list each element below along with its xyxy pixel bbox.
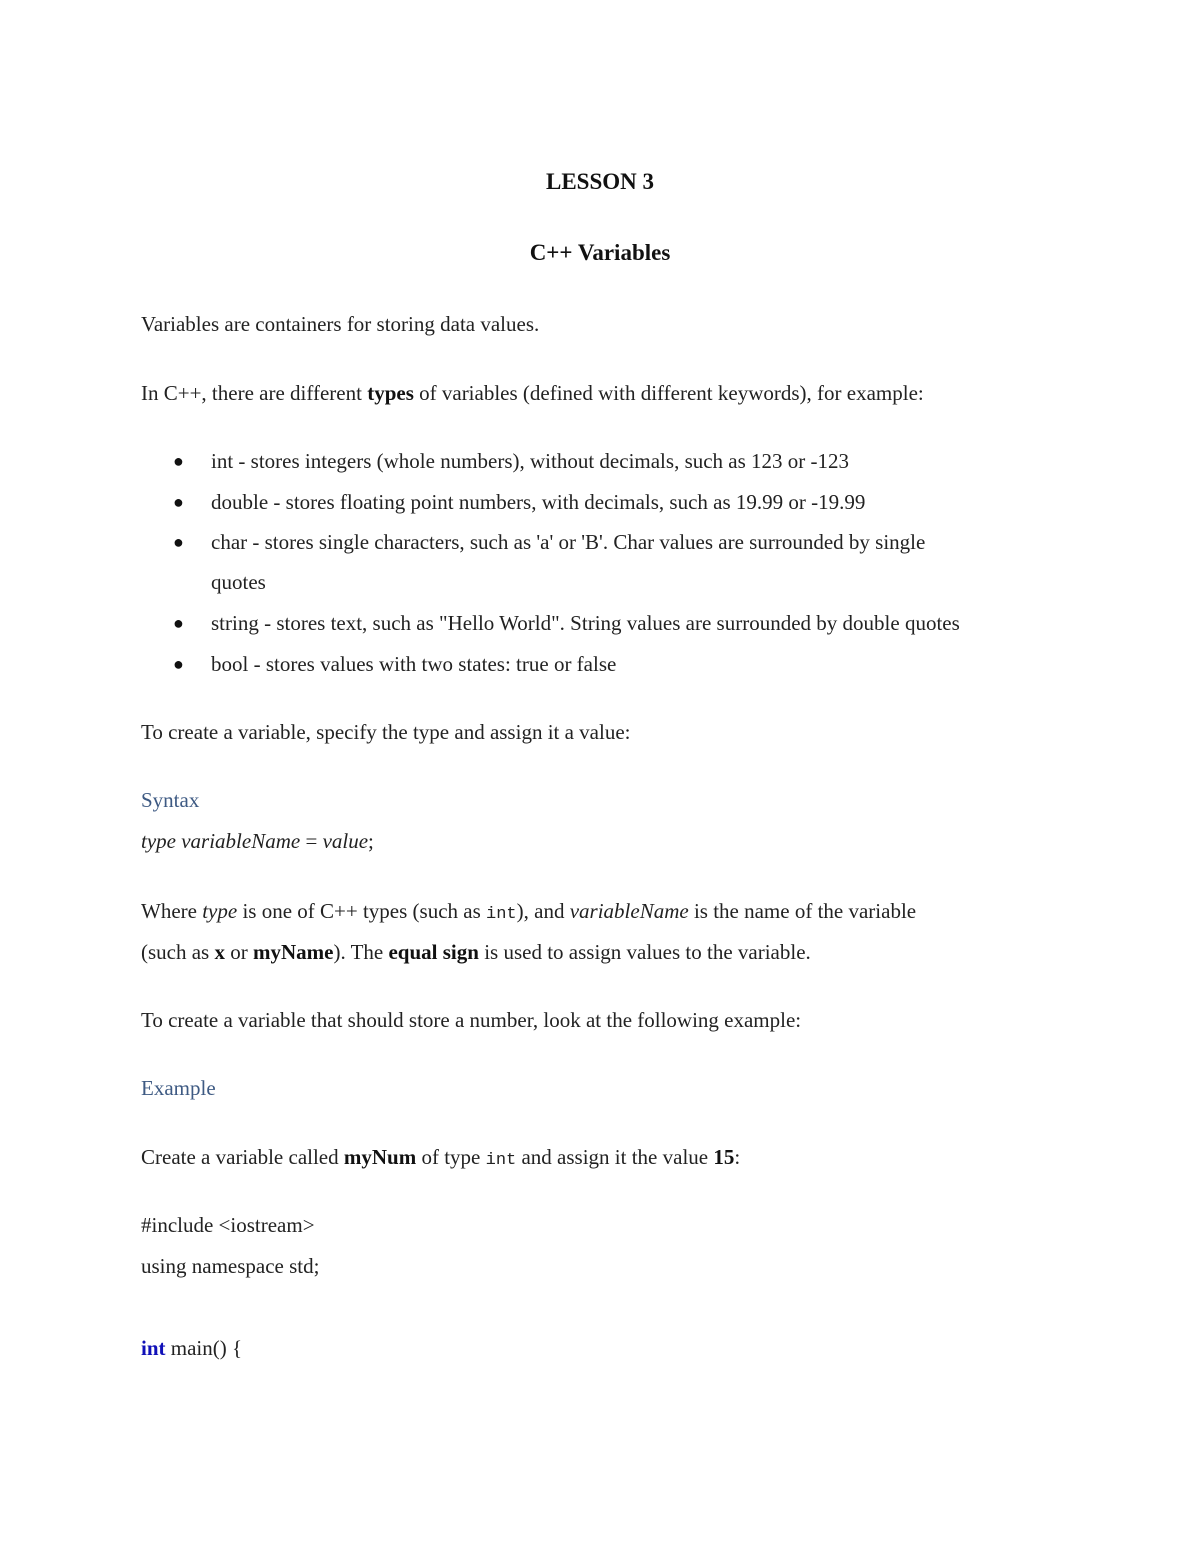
example-value: 15 [713, 1145, 735, 1169]
code-main-signature: main() { [165, 1336, 243, 1360]
where-text: or [224, 940, 253, 964]
where-text: (such as [141, 940, 215, 964]
where-text: is used to assign values to the variable. [478, 940, 811, 964]
list-item: int - stores integers (whole numbers), without decimals, such as 123 or -123 [211, 449, 850, 473]
where-x: x [214, 940, 225, 964]
where-paragraph-line1 [141, 898, 916, 928]
example-text: : [734, 1145, 741, 1169]
number-intro-paragraph: To create a variable that should store a number, look at the following example: [141, 1008, 802, 1032]
bullet-icon: ● [173, 654, 184, 674]
where-type: type [202, 899, 238, 923]
example-text: and assign it the value [516, 1145, 714, 1169]
syntax-heading: Syntax [141, 788, 200, 812]
syntax-type: type [141, 829, 176, 853]
types-intro-bold: types [367, 381, 414, 405]
lesson-title: LESSON 3 [545, 169, 654, 194]
types-intro-pre: In C++, there are different [141, 381, 368, 405]
where-myname: myName [252, 940, 334, 964]
code-int: int [486, 905, 517, 924]
example-text: Create a variable called [141, 1145, 344, 1169]
syntax-value: value [322, 829, 369, 853]
code-line-include: #include <iostream> [141, 1213, 315, 1237]
syntax-equals: = [300, 829, 323, 853]
where-text: is one of C++ types (such as [237, 899, 487, 923]
where-paragraph-line2 [141, 939, 811, 965]
where-text: ), and [516, 899, 570, 923]
example-text: of type [416, 1145, 486, 1169]
list-item: bool - stores values with two states: true or false [211, 652, 617, 676]
code-keyword-int: int [141, 1336, 166, 1360]
syntax-semicolon: ; [368, 829, 374, 853]
bullet-icon: ● [173, 451, 184, 471]
where-text: ). The [333, 940, 389, 964]
syntax-variable-name: variableName [181, 829, 301, 853]
syntax-line [141, 828, 374, 854]
lesson-subtitle: C++ Variables [529, 240, 671, 265]
code-line-namespace: using namespace std; [141, 1254, 320, 1278]
where-text: Where [141, 899, 203, 923]
example-heading: Example [141, 1076, 216, 1100]
list-item: char - stores single characters, such as 'a' or 'B'. Char values are surrounded by single [211, 530, 926, 554]
where-variable-name: variableName [569, 899, 689, 923]
list-item: double - stores floating point numbers, with decimals, such as 19.99 or -19.99 [211, 490, 866, 514]
list-item: string - stores text, such as "Hello World". String values are surrounded by double quotes [211, 611, 960, 635]
types-intro-post: of variables (defined with different keywords), for example: [413, 381, 924, 405]
bullet-icon: ● [173, 492, 184, 512]
bullet-icon: ● [173, 613, 184, 633]
bullet-icon: ● [173, 532, 184, 552]
code-int: int [485, 1151, 517, 1170]
example-description [141, 1144, 740, 1174]
where-text: is the name of the variable [688, 899, 917, 923]
intro-paragraph: Variables are containers for storing data values. [141, 312, 540, 336]
types-intro-paragraph [141, 380, 924, 406]
list-item-continuation: quotes [211, 570, 266, 594]
where-equal-sign: equal sign [388, 940, 479, 964]
example-mynum: myNum [343, 1145, 417, 1169]
create-intro-paragraph: To create a variable, specify the type and assign it a value: [141, 720, 631, 744]
code-line-main [141, 1335, 242, 1361]
